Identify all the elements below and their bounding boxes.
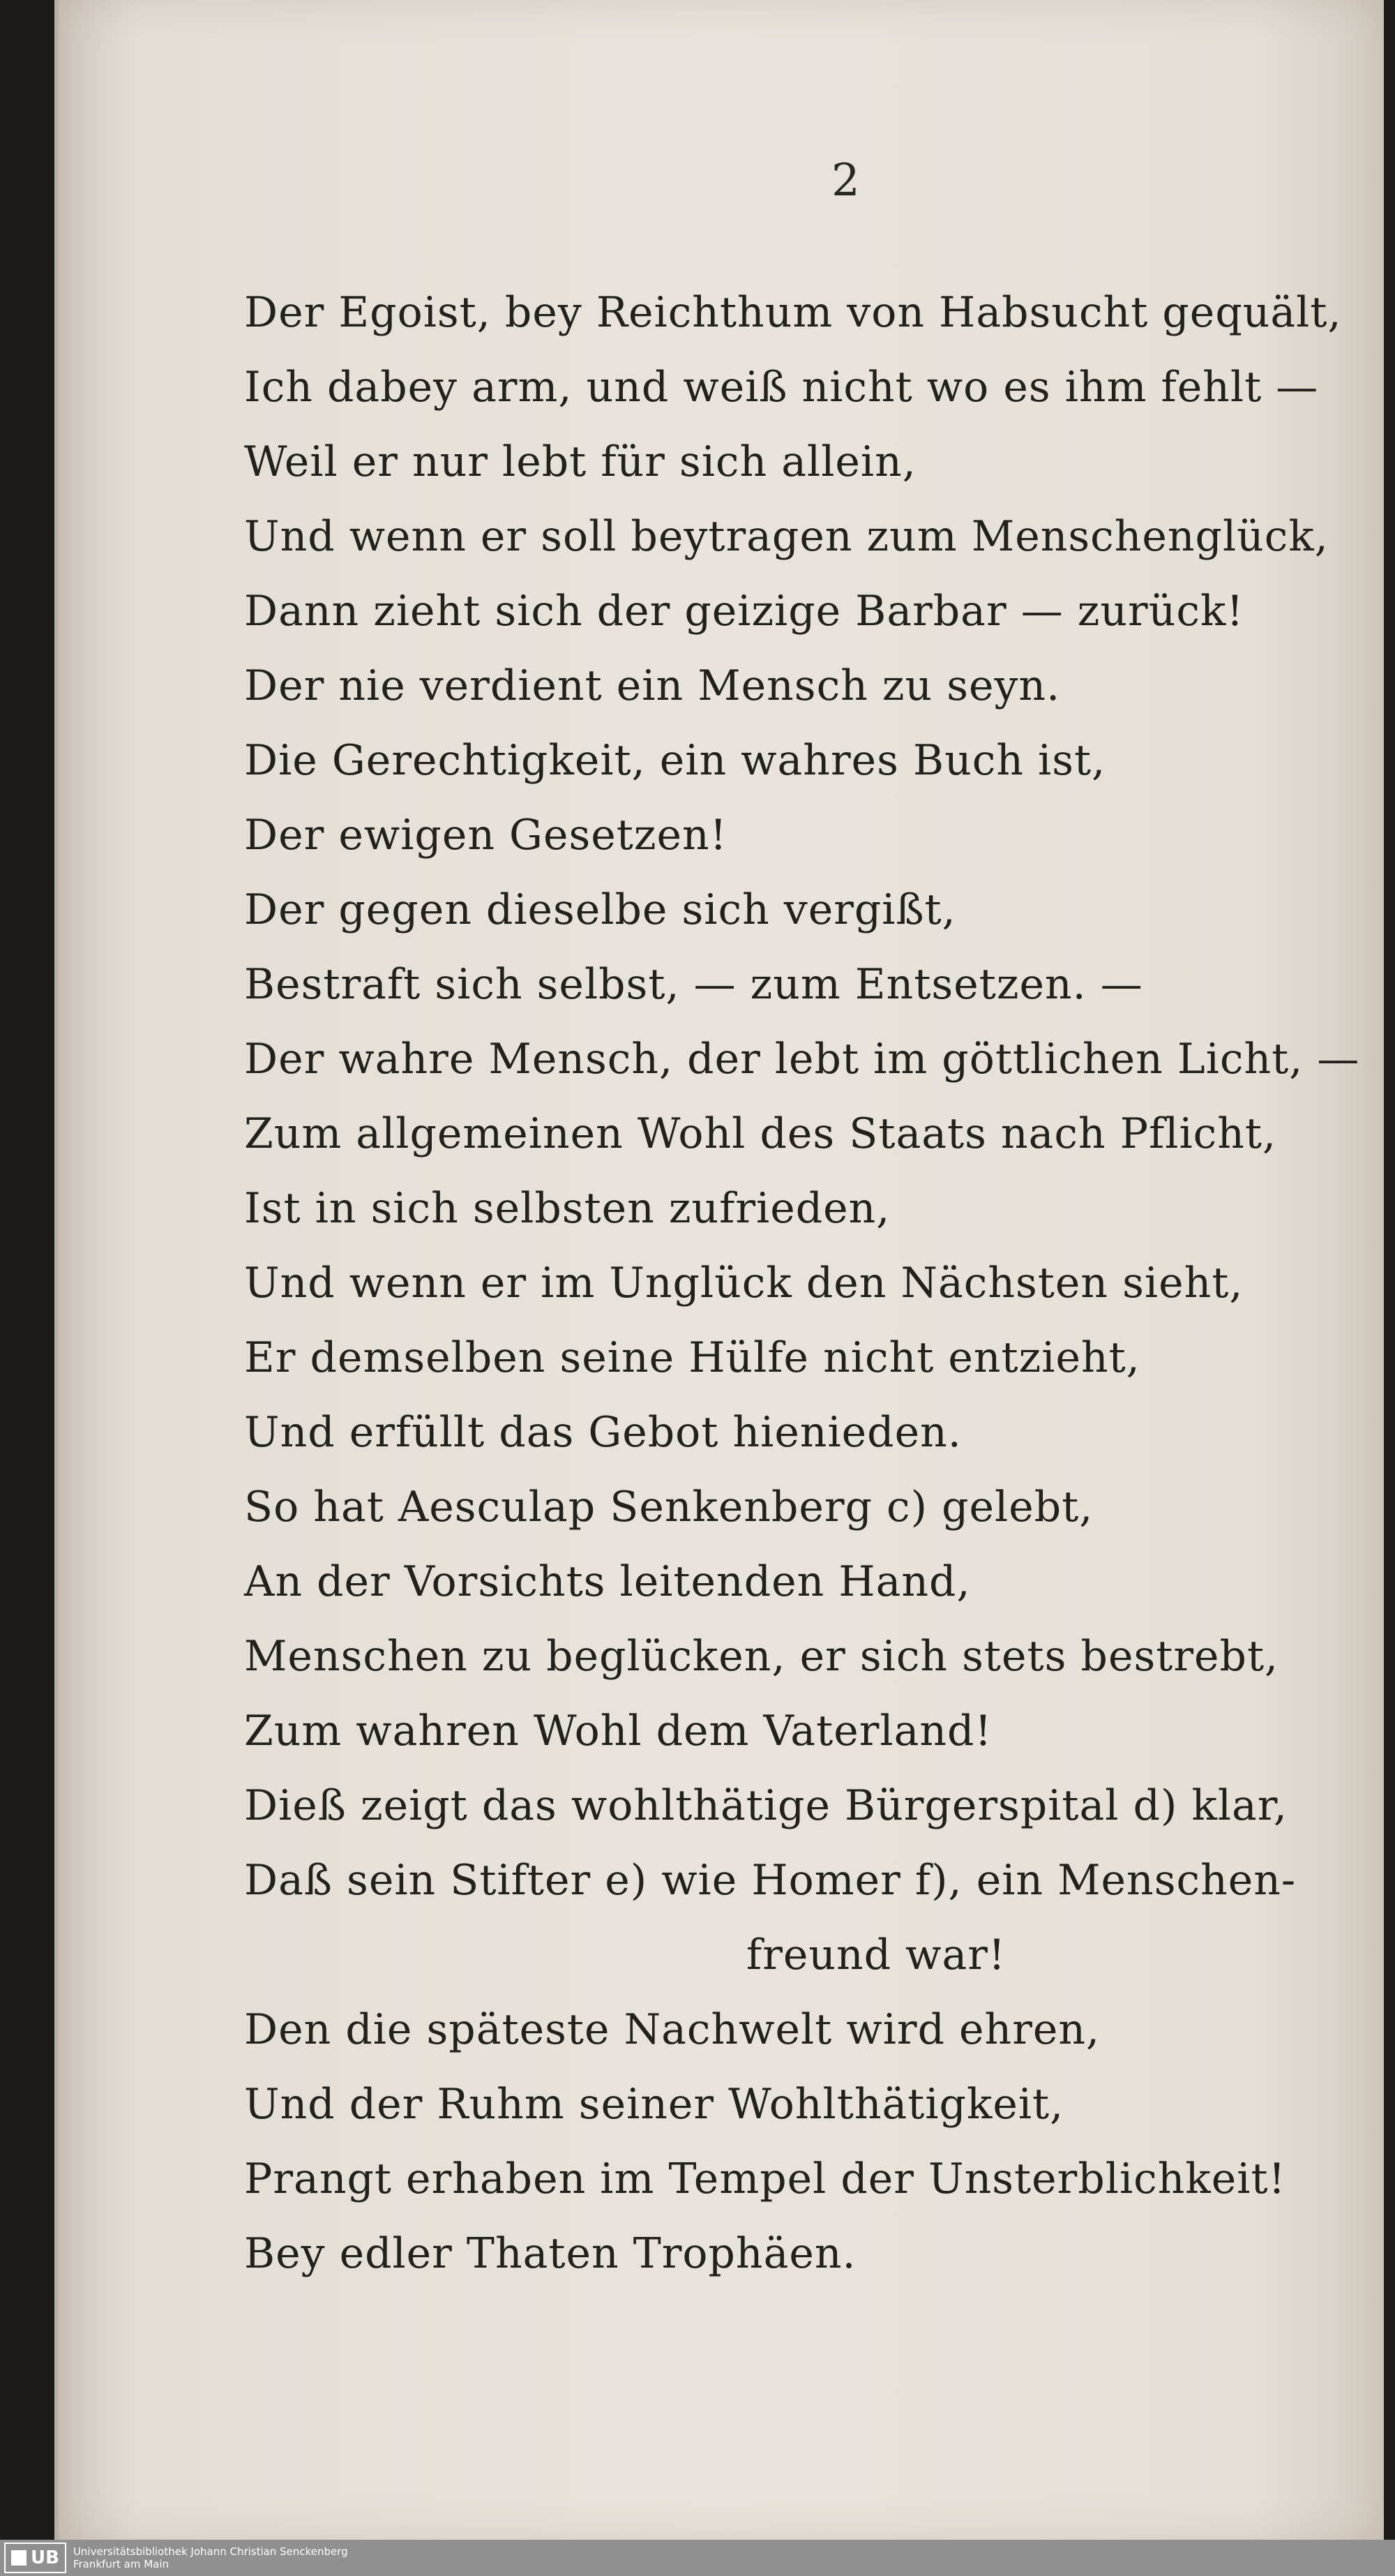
text-line: Dann zieht sich der geizige Barbar — zurück!	[244, 587, 1244, 636]
text-line: An der Vorsichts leitenden Hand,	[244, 1557, 971, 1606]
text-line: Und wenn er soll beytragen zum Menschenglück,	[244, 512, 1329, 561]
text-line: Der ewigen Gesetzen!	[244, 811, 727, 860]
text-line: Der wahre Mensch, der lebt im göttlichen Licht, —	[244, 1035, 1360, 1084]
text-line: Der gegen dieselbe sich vergißt,	[244, 885, 956, 934]
text-line: Daß sein Stifter e) wie Homer f), ein Menschen-	[244, 1856, 1297, 1905]
page-number: 2	[831, 155, 860, 207]
text-line: Dieß zeigt das wohlthätige Bürgerspital d) klar,	[244, 1781, 1288, 1830]
text-line: Und der Ruhm seiner Wohlthätigkeit,	[244, 2080, 1064, 2129]
library-footer	[0, 2540, 1395, 2576]
text-line: Prangt erhaben im Tempel der Unsterblichkeit!	[244, 2155, 1286, 2203]
text-line: Den die späteste Nachwelt wird ehren,	[244, 2005, 1101, 2054]
text-line: Der Egoist, bey Reichthum von Habsucht gequält,	[244, 288, 1342, 337]
text-line: Ist in sich selbsten zufrieden,	[244, 1184, 891, 1233]
logo-text: UB	[31, 2547, 59, 2568]
text-line: So hat Aesculap Senkenberg c) gelebt,	[244, 1483, 1094, 1532]
text-line: Bey edler Thaten Trophäen.	[244, 2229, 857, 2278]
library-credit	[73, 2545, 348, 2570]
text-line: Ich dabey arm, und weiß nicht wo es ihm fehlt —	[244, 363, 1319, 412]
poem-text	[244, 276, 1360, 2291]
library-name: Universitätsbibliothek Johann Christian Senckenberg	[73, 2545, 348, 2558]
text-line: Zum wahren Wohl dem Vaterland!	[244, 1707, 993, 1755]
text-line: Er demselben seine Hülfe nicht entzieht,	[244, 1333, 1140, 1382]
text-line: Bestraft sich selbst, — zum Entsetzen. —	[244, 960, 1143, 1009]
text-line: Zum allgemeinen Wohl des Staats nach Pflicht,	[244, 1109, 1277, 1158]
text-line: Menschen zu beglücken, er sich stets bestrebt,	[244, 1632, 1279, 1681]
text-line: Weil er nur lebt für sich allein,	[244, 437, 917, 486]
text-line: Und wenn er im Unglück den Nächsten sieht,	[244, 1259, 1244, 1308]
text-line: Die Gerechtigkeit, ein wahres Buch ist,	[244, 736, 1106, 785]
logo-square-icon	[11, 2550, 27, 2566]
text-line: Und erfüllt das Gebot hienieden.	[244, 1408, 962, 1457]
ub-logo	[4, 2543, 66, 2573]
text-line: Der nie verdient ein Mensch zu seyn.	[244, 661, 1061, 710]
library-location: Frankfurt am Main	[73, 2558, 169, 2570]
text-line-continuation: freund war!	[746, 1931, 1006, 1979]
